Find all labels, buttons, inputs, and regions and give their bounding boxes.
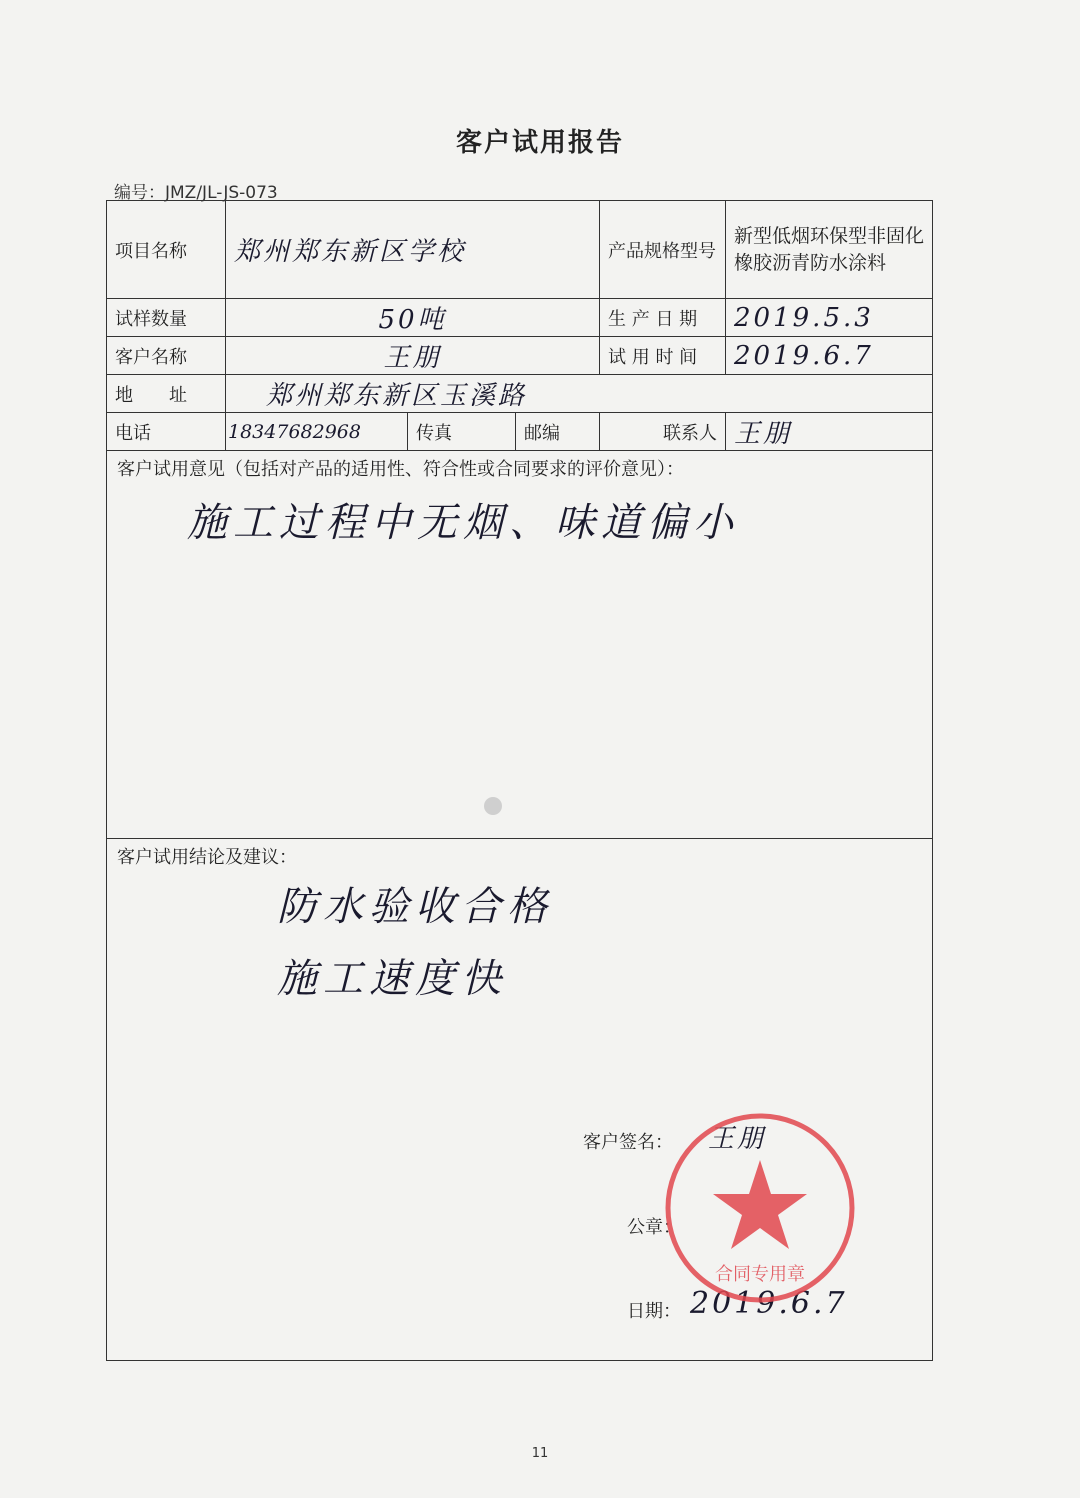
address-value: 郑州郑东新区玉溪路 (226, 375, 933, 413)
trial-time-label: 试 用 时 间 (600, 337, 726, 375)
fax-label: 传真 (408, 413, 516, 451)
seal-label: 公章： (627, 1217, 681, 1238)
product-spec-value: 新型低烟环保型非固化橡胶沥青防水涂料 (726, 201, 933, 299)
trial-time-value: 2019.6.7 (726, 337, 933, 375)
signature-label: 客户签名： (583, 1132, 673, 1153)
contact-value: 王朋 (726, 413, 933, 451)
opinion-text: 施工过程中无烟、味道偏小 (187, 500, 739, 546)
document-number: 编号：JMZ/JL-JS-073 (114, 183, 278, 203)
svg-text:合同专用章: 合同专用章 (715, 1264, 805, 1285)
customer-name-value: 王朋 (226, 337, 600, 375)
conclusion-line-1: 防水验收合格 (277, 884, 553, 930)
contact-label: 联系人 (600, 413, 726, 451)
product-spec-label: 产品规格型号 (600, 201, 726, 299)
sample-qty-label: 试样数量 (107, 299, 226, 337)
opinion-section (107, 451, 933, 839)
phone-value: 18347682968 (226, 413, 408, 451)
opinion-label: 客户试用意见（包括对产品的适用性、符合性或合同要求的评价意见）： (117, 459, 684, 480)
page-number: 11 (531, 1446, 549, 1461)
production-date-label: 生 产 日 期 (600, 299, 726, 337)
conclusion-line-2: 施工速度快 (277, 956, 507, 1002)
phone-label: 电话 (107, 413, 226, 451)
sample-qty-value: 50吨 (226, 299, 600, 337)
conclusion-label: 客户试用结论及建议： (117, 847, 297, 868)
document-title: 客户试用报告 (455, 128, 624, 158)
company-seal-stamp (660, 1108, 860, 1308)
signature-value: 王朋 (708, 1124, 767, 1154)
project-name-value: 郑州郑东新区学校 (226, 201, 600, 299)
date-label: 日期： (627, 1301, 681, 1322)
customer-name-label: 客户名称 (107, 337, 226, 375)
project-name-label: 项目名称 (107, 201, 226, 299)
postcode-label: 邮编 (516, 413, 600, 451)
address-label: 地 址 (107, 375, 226, 413)
punch-hole (484, 797, 502, 815)
date-value: 2019.6.7 (690, 1286, 848, 1321)
production-date-value: 2019.5.3 (726, 299, 933, 337)
